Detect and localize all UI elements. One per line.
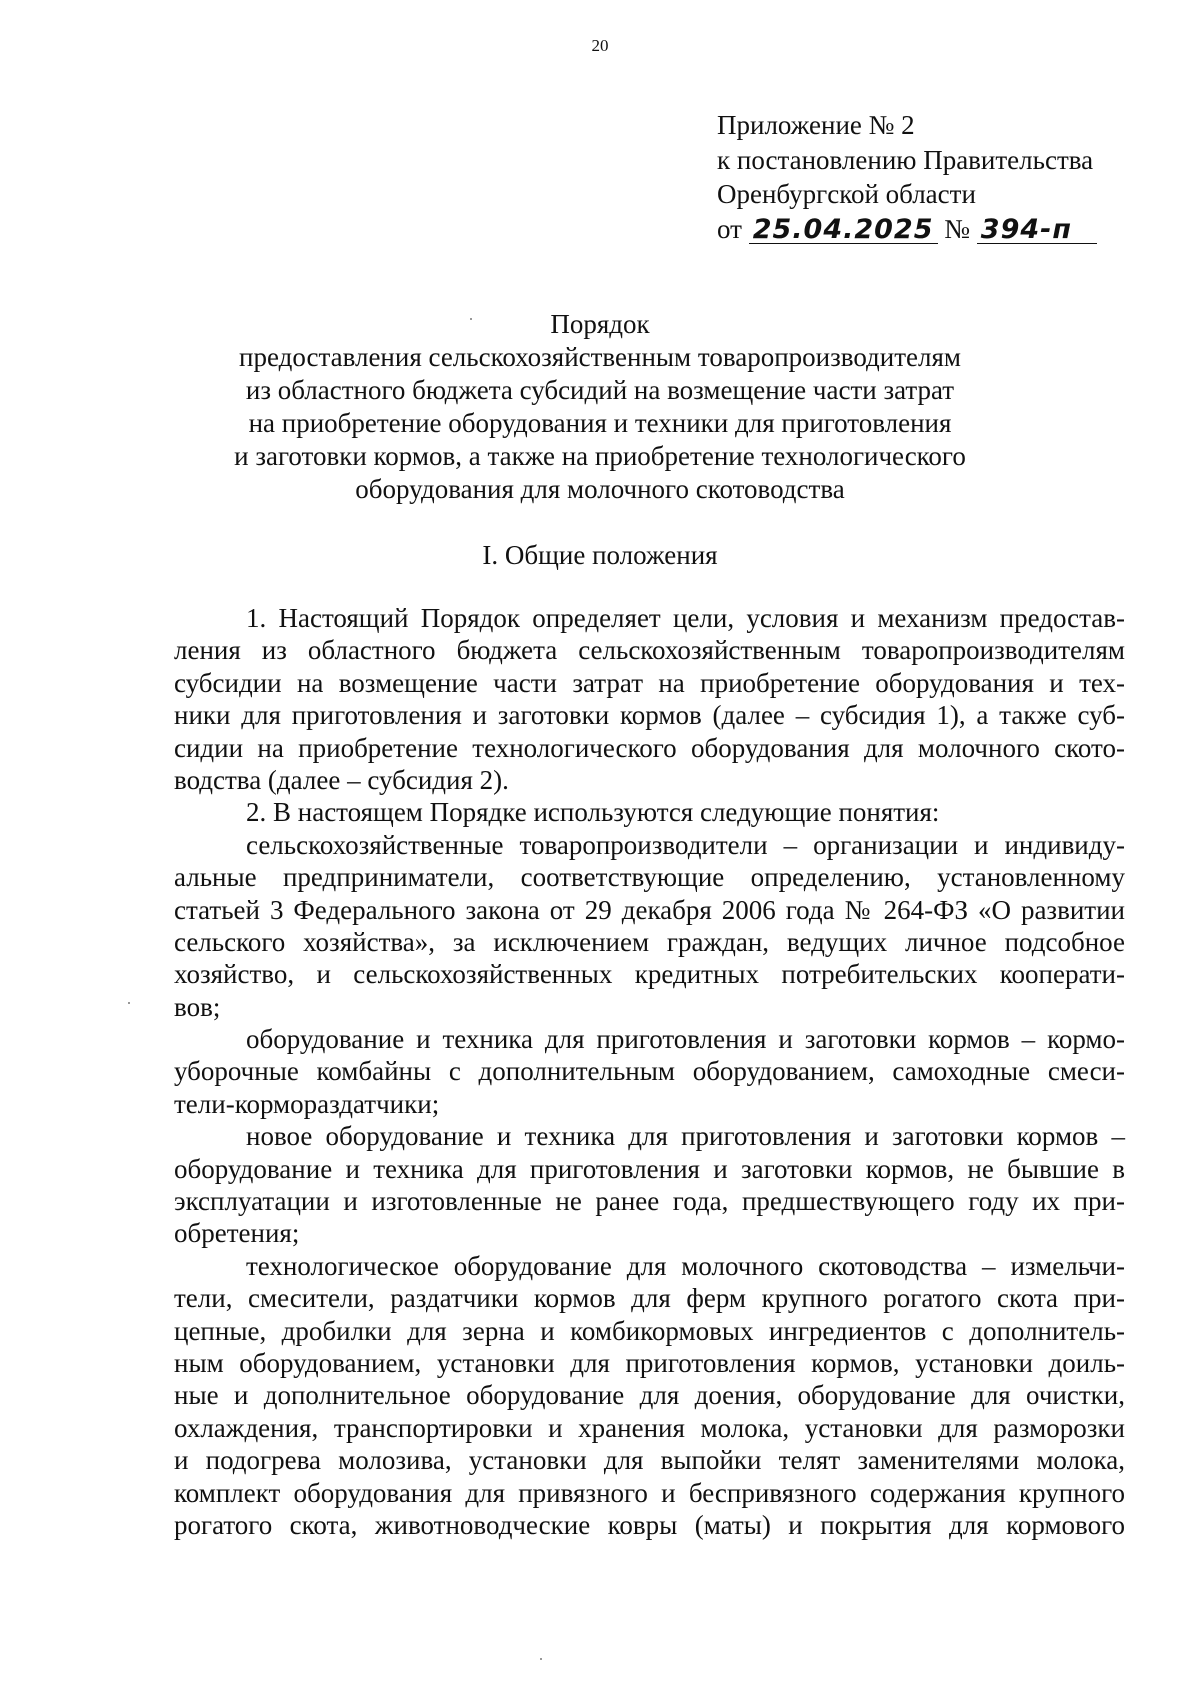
title-line: из областного бюджета субсидий на возмещение части затрат	[245, 375, 955, 405]
title-line: на приобретение оборудования и техники для приготовления	[248, 408, 952, 438]
paragraph-line: рогатого скота, животноводческие ковры (маты) и покрытия для кормового	[174, 1509, 1125, 1540]
paragraph-line: ным оборудованием, установки для приготовления кормов, установки доиль-	[174, 1347, 1125, 1378]
paragraph-line: охлаждения, транспортировки и хранения молока, установки для разморозки	[174, 1412, 1125, 1443]
paragraph-line: новое оборудование и техника для приготовления и заготовки кормов –	[246, 1121, 1125, 1152]
paragraph-line: субсидии на возмещение части затрат на приобретение оборудования и тех-	[174, 667, 1125, 698]
handwritten-number: 394-п	[977, 216, 1097, 244]
scan-speck	[470, 318, 472, 320]
paragraph-line: сельскохозяйственные товаропроизводители – организации и индивиду-	[246, 829, 1125, 860]
paragraph-line: обретения;	[174, 1218, 300, 1249]
body-text	[174, 602, 1125, 1541]
paragraph-line: тели-кормораздатчики;	[174, 1088, 440, 1119]
page-number: 20	[591, 36, 609, 55]
scan-speck	[540, 1658, 542, 1660]
paragraph-line: сидии на приобретение технологического оборудования для молочного ското-	[174, 732, 1125, 763]
paragraph-line: альные предприниматели, соответствующие определению, установленному	[174, 862, 1125, 893]
paragraph-line: вов;	[174, 991, 221, 1022]
appendix-title: Приложение № 2	[717, 110, 915, 140]
appendix-resolution-ref: к постановлению Правительства	[717, 144, 1094, 175]
paragraph-line: тели, смесители, раздатчики кормов для ферм крупного рогатого скота при-	[174, 1283, 1125, 1314]
paragraph-line: сельского хозяйства», за исключением граждан, ведущих личное подсобное	[174, 926, 1125, 957]
paragraph-line: хозяйство, и сельскохозяйственных кредитных потребительских кооперати-	[174, 959, 1125, 990]
paragraph-line: уборочные комбайны с дополнительным оборудованием, самоходные смеси-	[174, 1056, 1125, 1087]
paragraph-line: цепные, дробилки для зерна и комбикормовых ингредиентов с дополнитель-	[174, 1315, 1125, 1346]
appendix-region: Оренбургской области	[717, 179, 976, 209]
title-line: оборудования для молочного скотоводства	[355, 474, 845, 504]
date-prefix: от	[717, 213, 742, 244]
appendix-header	[717, 108, 1097, 246]
title-line: предоставления сельскохозяйственным товаропроизводителям	[239, 342, 961, 372]
paragraph-line: статьей 3 Федерального закона от 29 декабря 2006 года № 264-ФЗ «О развитии	[174, 894, 1125, 925]
paragraph-line: ные и дополнительное оборудование для доения, оборудование для очистки,	[174, 1380, 1125, 1411]
paragraph-line: эксплуатации и изготовленные не ранее года, предшествующего году их при-	[174, 1186, 1125, 1217]
appendix-date-number-line	[717, 212, 1097, 247]
paragraph-line: оборудование и техника для приготовления и заготовки кормов, не бывшие в	[174, 1153, 1125, 1184]
number-prefix: №	[944, 213, 971, 244]
title-line: Порядок	[550, 309, 650, 339]
title-line: и заготовки кормов, а также на приобретение технологического	[234, 441, 966, 471]
document-title	[0, 308, 1200, 506]
paragraph-line: 2. В настоящем Порядке используются следующие понятия:	[246, 797, 940, 828]
paragraph-line: оборудование и техника для приготовления и заготовки кормов – кормо-	[246, 1024, 1125, 1055]
paragraph-line: водства (далее – субсидия 2).	[174, 764, 509, 795]
paragraph-line: ления из областного бюджета сельскохозяйственным товаропроизводителям	[174, 635, 1125, 666]
paragraph-line: комплект оборудования для привязного и беспривязного содержания крупного	[174, 1477, 1125, 1508]
handwritten-date: 25.04.2025	[749, 216, 938, 244]
paragraph-line: ники для приготовления и заготовки кормов (далее – субсидия 1), а также суб-	[174, 700, 1125, 731]
paragraph-line: и подогрева молозива, установки для выпойки телят заменителями молока,	[174, 1445, 1125, 1476]
scan-speck	[128, 1002, 130, 1004]
section-heading: I. Общие положения	[482, 540, 718, 570]
paragraph-line: 1. Настоящий Порядок определяет цели, условия и механизм предостав-	[246, 603, 1125, 633]
paragraph-line: технологическое оборудование для молочного скотоводства – измельчи-	[246, 1250, 1125, 1281]
